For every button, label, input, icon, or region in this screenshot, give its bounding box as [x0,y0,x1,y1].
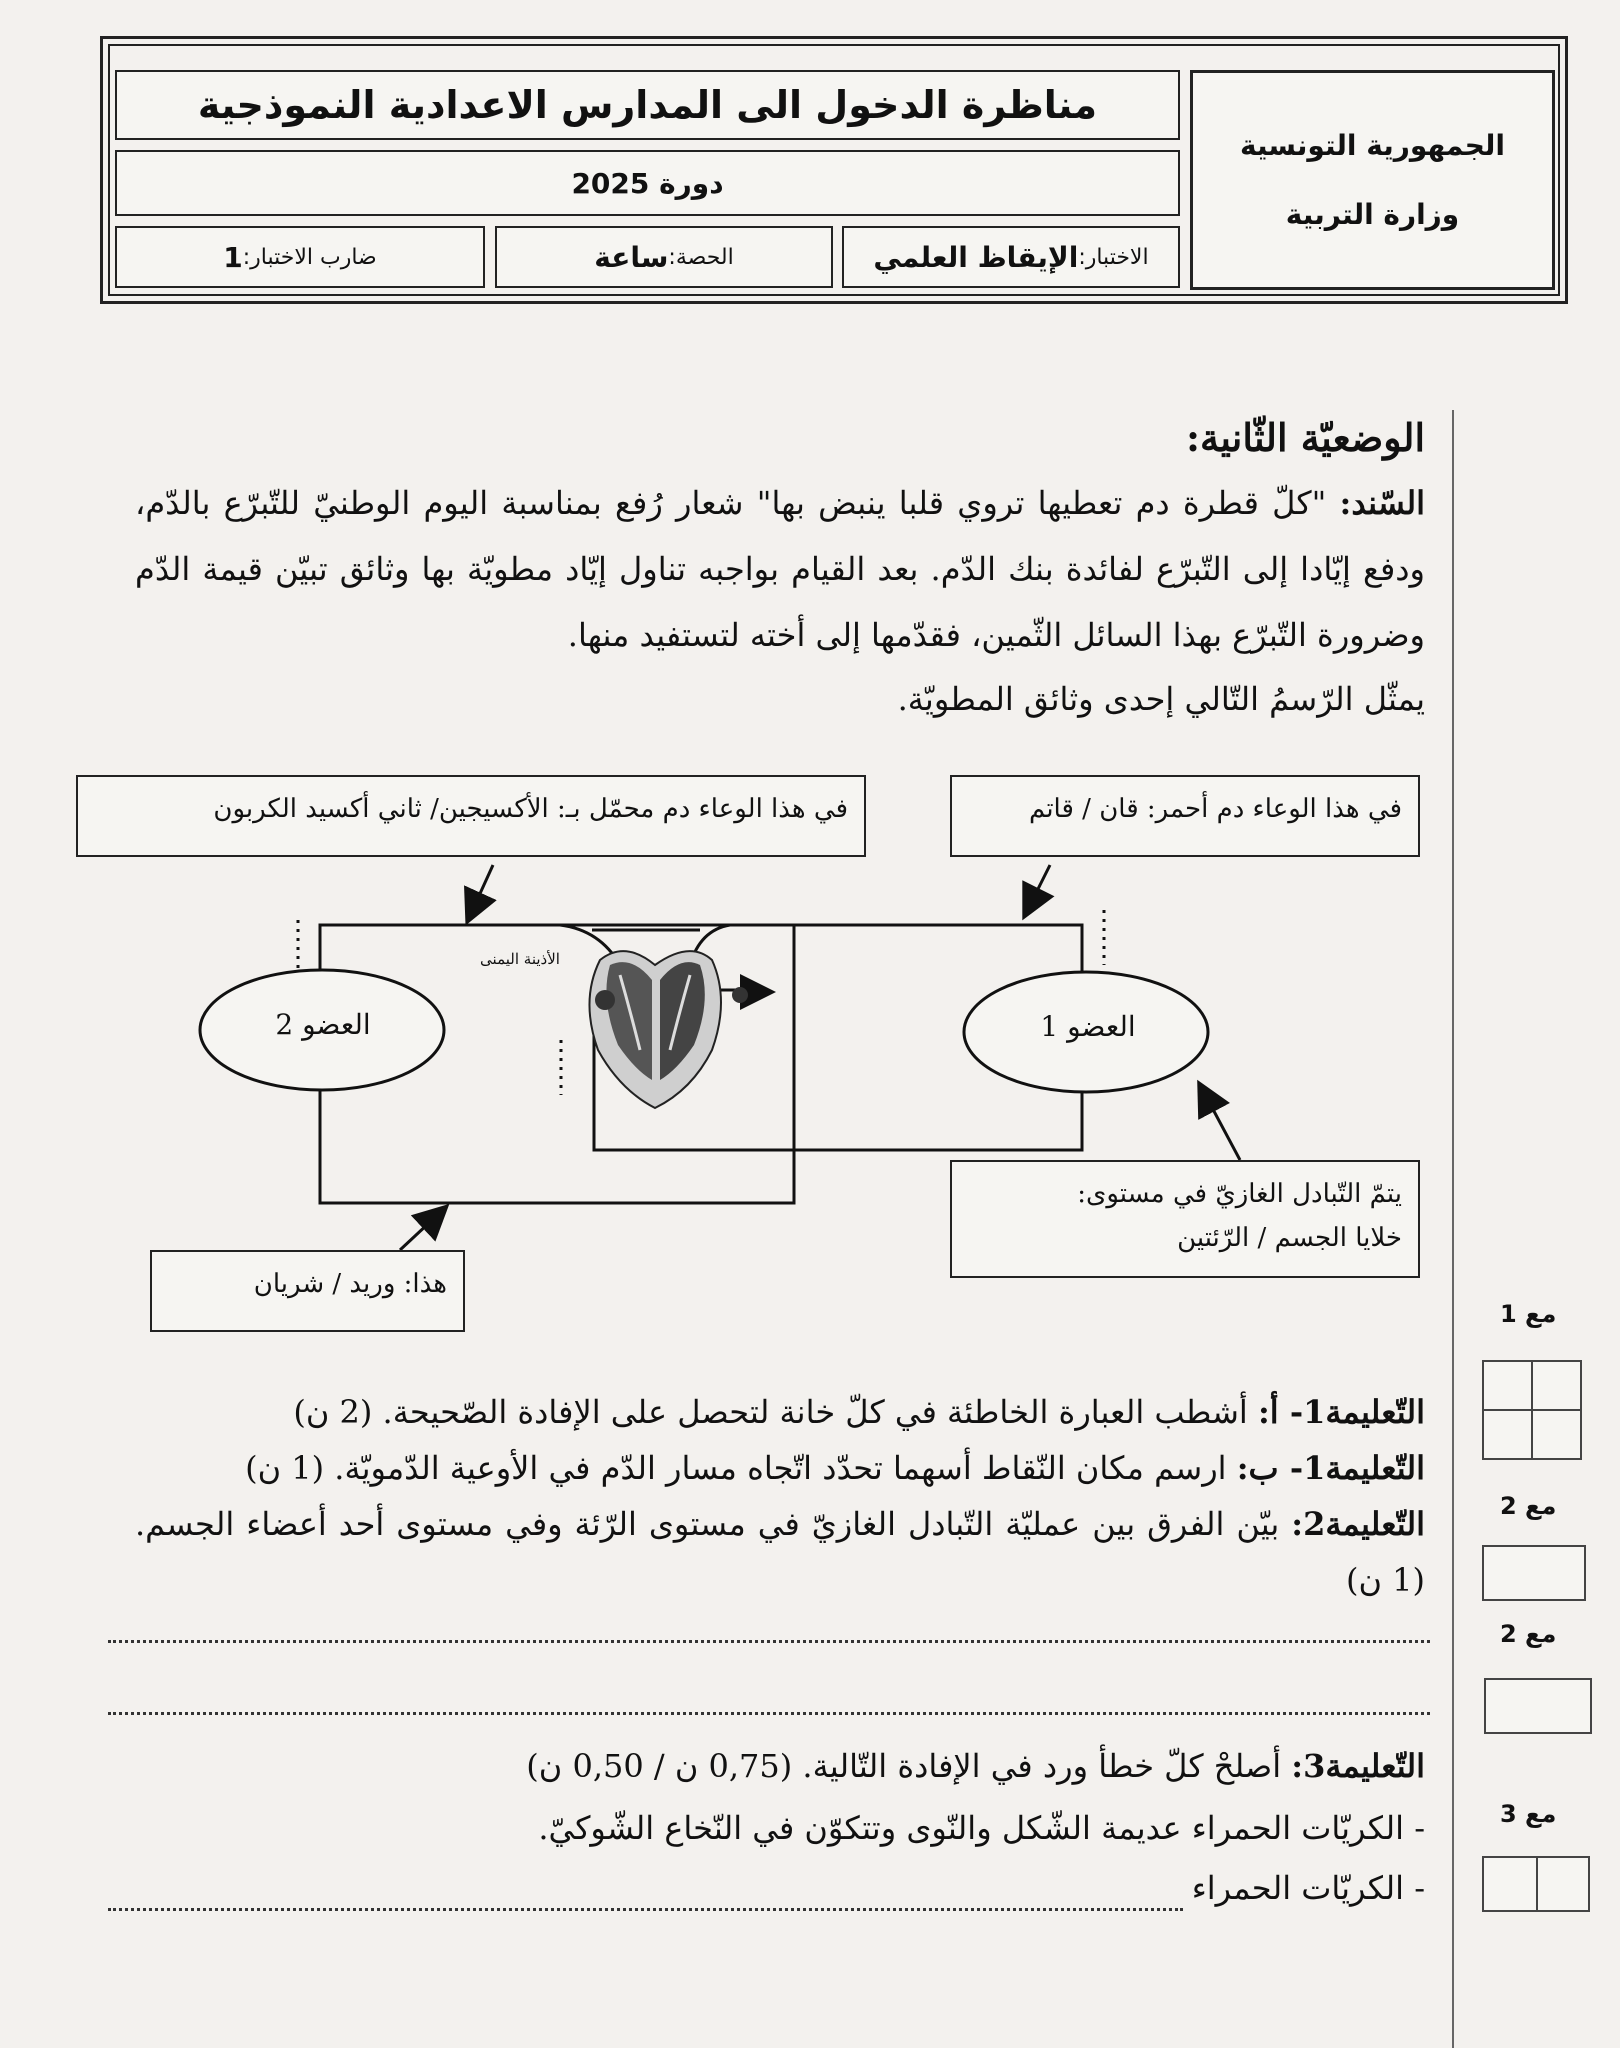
title-cell [115,70,1180,140]
sanad-text: "كلّ قطرة دم تعطيها تروي قلبا ينبض بها" شعار رُفع بمناسبة اليوم الوطنيّ للتّبرّع بالدّم، ودفع إيّادا إلى التّبرّع لفائدة بنك الدّم. بعد القيام بواجبه تناول إيّاد مطويّة بها وثائق تبيّن قيمة الدّم وضرورة التّبرّع بهذا السائل الثّمين، فقدّمها إلى أخته لتستفيد منها. [135,484,1425,654]
instruction-2-text: بيّن الفرق بين عمليّة التّبادل الغازيّ في مستوى الرّئة وفي مستوى أحد أعضاء الجسم.(1 ن) [135,1505,1425,1599]
diagram-intro: يمثّل الرّسمُ التّالي إحدى وثائق المطويّة. [897,680,1425,718]
margin-line [1452,410,1454,2048]
ministry-label: وزارة التربية [1285,198,1460,231]
instruction-2 [135,1496,1425,1608]
session-cell [115,150,1180,216]
republic-label: الجمهورية التونسية [1240,129,1505,162]
section-heading: الوضعيّة الثّانية: [1185,415,1425,460]
duration-label: الحصة: [668,244,734,270]
box-vein-artery[interactable]: هذا: وريد / شريان [150,1250,465,1332]
box-oxygen-co2[interactable]: في هذا الوعاء دم محمّل بـ: الأكسيجين/ ثاني أكسيد الكربون [76,775,866,857]
organ-2-label: العضو 2 [275,1008,371,1041]
sanad-label: السّند: [1339,484,1425,522]
sanad-paragraph [135,470,1425,668]
instruction-3-text: أصلحْ كلّ خطأ ورد في الإفادة التّالية. (0,75 ن / 0,50 ن) [526,1747,1292,1785]
coef-value: 1 [223,240,243,274]
header-authority [1190,70,1555,290]
exam-value: الإيقاظ العلمي [873,240,1079,274]
duration-cell [495,226,833,288]
exam-label: الاختبار: [1078,244,1149,270]
exam-title: مناظرة الدخول الى المدارس الاعدادية النموذجية [197,83,1098,127]
gas-exchange-line-2: خلايا الجسم / الرّئتين [1177,1223,1402,1253]
instruction-1a-label: التّعليمة1- أ: [1257,1393,1425,1431]
session-label: دورة 2025 [571,166,724,200]
organ-1-label: العضو 1 [1040,1010,1136,1043]
score-label-2b: مع 2 [1500,1620,1557,1648]
heart-icon [589,951,748,1108]
score-box-2a[interactable] [1482,1545,1586,1601]
score-label-2a: مع 2 [1500,1492,1557,1520]
score-label-1: مع 1 [1500,1300,1557,1328]
right-atrium-label: الأذينة اليمنى [480,950,560,968]
instruction-3 [135,1738,1425,1794]
instruction-1b-label: التّعليمة1- ب: [1236,1449,1425,1487]
correction-start: - الكريّات الحمراء [1191,1869,1425,1907]
statement-line: - الكريّات الحمراء عديمة الشّكل والنّوى وتتكوّن في النّخاع الشّوكيّ. [538,1809,1425,1847]
coef-cell [115,226,485,288]
answer-line-3[interactable] [108,1908,1183,1911]
instruction-1b-text: ارسم مكان النّقاط أسهما تحدّد اتّجاه مسار الدّم في الأوعية الدّمويّة. (1 ن) [245,1449,1237,1487]
instruction-3-label: التّعليمة3: [1291,1747,1425,1785]
answer-line-2[interactable] [108,1712,1430,1715]
coef-label: ضارب الاختبار: [242,244,377,270]
box-gas-exchange[interactable] [950,1160,1420,1278]
duration-value: ساعة [594,240,669,274]
instruction-1a [135,1384,1425,1440]
instruction-1b [135,1440,1425,1496]
answer-line-1[interactable] [108,1640,1430,1643]
score-label-3: مع 3 [1500,1800,1557,1828]
instruction-1a-text: أشطب العبارة الخاطئة في كلّ خانة لتحصل على الإفادة الصّحيحة. (2 ن) [293,1393,1258,1431]
score-box-2b[interactable] [1484,1678,1592,1734]
gas-exchange-line-1: يتمّ التّبادل الغازيّ في مستوى: [1077,1179,1402,1209]
instruction-2-label: التّعليمة2: [1291,1505,1425,1543]
exam-cell [842,226,1180,288]
box-red-blood[interactable]: في هذا الوعاء دم أحمر: قان / قاتم [950,775,1420,857]
